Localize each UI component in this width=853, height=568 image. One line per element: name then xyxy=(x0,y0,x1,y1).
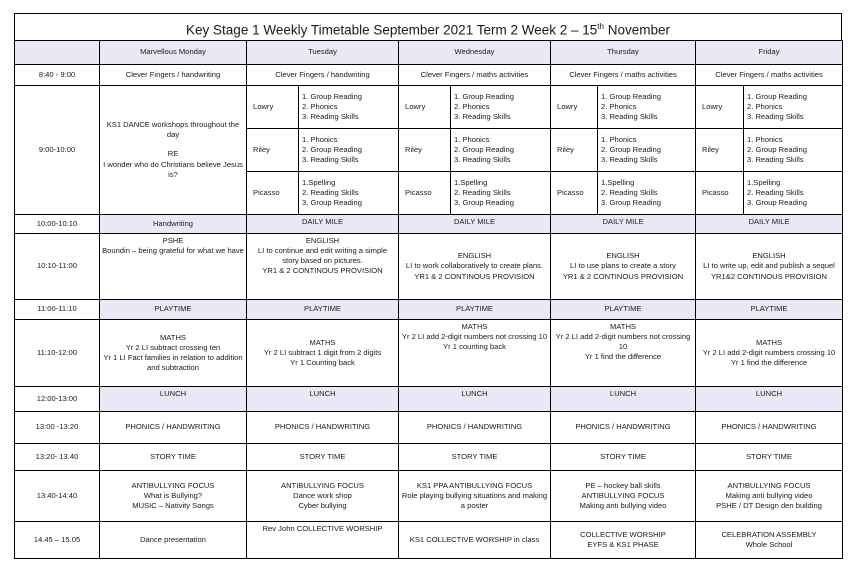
day-friday: Friday xyxy=(696,41,843,65)
row-1445 xyxy=(15,522,843,559)
row-1110 xyxy=(15,320,843,387)
time-cell: 13:00 -13:20 xyxy=(15,412,100,444)
cell-wed: KS1 COLLECTIVE WORSHIP in class xyxy=(399,522,551,559)
group-list: 1. Group Reading 2. Phonics 3. Reading Skills xyxy=(744,86,843,129)
cell-thu: STORY TIME xyxy=(551,444,696,471)
cell-fri: Clever Fingers / maths activities xyxy=(696,65,843,86)
cell-thu: ENGLISH LI to use plans to create a story YR1 & 2 CONTINOUS PROVISION xyxy=(551,234,696,300)
cell-mon: Handwriting xyxy=(100,215,247,234)
cell-mon: PSHE Boundin – being grateful for what we have xyxy=(100,234,247,300)
cell-fri: MATHS Yr 2 LI add 2-digit numbers crossing 10 Yr 1 find the difference xyxy=(696,320,843,387)
group-name: Lowry xyxy=(696,86,744,129)
cell-wed: MATHS Yr 2 LI add 2-digit numbers not crossing 10 Yr 1 counting back xyxy=(399,320,551,387)
cell-thu: LUNCH xyxy=(551,387,696,412)
group-list: 1. Phonics 2. Group Reading 3. Reading Skills xyxy=(598,129,696,172)
cell-wed: PLAYTIME xyxy=(399,300,551,320)
day-thursday: Thursday xyxy=(551,41,696,65)
group-name: Lowry xyxy=(399,86,451,129)
group-list: 1. Group Reading 2. Phonics 3. Reading Skills xyxy=(299,86,399,129)
cell-tue: DAILY MILE xyxy=(247,215,399,234)
row-1100 xyxy=(15,300,843,320)
cell-tue: Rev John COLLECTIVE WORSHIP xyxy=(247,522,399,559)
group-name: Lowry xyxy=(247,86,299,129)
time-cell: 13:40-14:40 xyxy=(15,471,100,522)
cell-thu: MATHS Yr 2 LI add 2-digit numbers not crossing 10 Yr 1 find the difference xyxy=(551,320,696,387)
time-cell: 10:00-10:10 xyxy=(15,215,100,234)
group-list: 1. Phonics 2. Group Reading 3. Reading Skills xyxy=(299,129,399,172)
cell-tue: Clever Fingers / handwriting xyxy=(247,65,399,86)
cell-tue: PHONICS / HANDWRITING xyxy=(247,412,399,444)
cell-mon: STORY TIME xyxy=(100,444,247,471)
group-name: Picasso xyxy=(551,172,598,215)
group-name: Riley xyxy=(399,129,451,172)
cell-mon: LUNCH xyxy=(100,387,247,412)
group-list: 1.Spelling 2. Reading Skills 3. Group Reading xyxy=(299,172,399,215)
cell-thu: Clever Fingers / maths activities xyxy=(551,65,696,86)
cell-mon: KS1 DANCE workshops throughout the day RE I wonder who do Christians believe Jesus is? xyxy=(100,86,247,215)
cell-tue: ENGLISH LI to continue and edit writing a simple story based on pictures. YR1 & 2 CONTINOUS PROVISION xyxy=(247,234,399,300)
row-1200 xyxy=(15,387,843,412)
cell-wed: LUNCH xyxy=(399,387,551,412)
day-wednesday: Wednesday xyxy=(399,41,551,65)
cell-wed: DAILY MILE xyxy=(399,215,551,234)
group-name: Riley xyxy=(247,129,299,172)
page-title: Key Stage 1 Weekly Timetable September 2021 Term 2 Week 2 – 15th November xyxy=(14,13,842,40)
cell-fri: PHONICS / HANDWRITING xyxy=(696,412,843,444)
row-0900 xyxy=(15,86,843,129)
cell-thu: DAILY MILE xyxy=(551,215,696,234)
group-name: Riley xyxy=(696,129,744,172)
group-name: Picasso xyxy=(247,172,299,215)
group-name: Picasso xyxy=(399,172,451,215)
group-name: Lowry xyxy=(551,86,598,129)
time-cell: 12:00-13:00 xyxy=(15,387,100,412)
cell-wed: ENGLISH LI to work collaboratively to create plans. YR1 & 2 CONTINOUS PROVISION xyxy=(399,234,551,300)
corner-cell xyxy=(15,41,100,65)
day-tuesday: Tuesday xyxy=(247,41,399,65)
group-list: 1. Group Reading 2. Phonics 3. Reading Skills xyxy=(451,86,551,129)
cell-mon: PHONICS / HANDWRITING xyxy=(100,412,247,444)
day-monday: Marvellous Monday xyxy=(100,41,247,65)
time-cell: 11:10-12:00 xyxy=(15,320,100,387)
day-header-row xyxy=(15,41,843,65)
cell-thu: PLAYTIME xyxy=(551,300,696,320)
cell-wed: STORY TIME xyxy=(399,444,551,471)
row-1300 xyxy=(15,412,843,444)
row-1320 xyxy=(15,444,843,471)
timetable xyxy=(14,40,843,559)
cell-fri: PLAYTIME xyxy=(696,300,843,320)
group-name: Riley xyxy=(551,129,598,172)
cell-mon: MATHS Yr 2 LI subtract crossing ten Yr 1 LI Fact families in relation to addition and subtraction xyxy=(100,320,247,387)
time-cell: 14.45 – 15.05 xyxy=(15,522,100,559)
row-1340 xyxy=(15,471,843,522)
cell-fri: ENGLISH LI to write up, edit and publish a sequel YR1&2 CONTINOUS PROVISION xyxy=(696,234,843,300)
cell-wed: PHONICS / HANDWRITING xyxy=(399,412,551,444)
cell-tue: PLAYTIME xyxy=(247,300,399,320)
cell-tue: MATHS Yr 2 LI subtract 1 digit from 2 digits Yr 1 Counting back xyxy=(247,320,399,387)
time-cell: 8:40 - 9:00 xyxy=(15,65,100,86)
cell-wed: Clever Fingers / maths activities xyxy=(399,65,551,86)
row-0840 xyxy=(15,65,843,86)
group-list: 1. Phonics 2. Group Reading 3. Reading Skills xyxy=(451,129,551,172)
group-list: 1.Spelling 2. Reading Skills 3. Group Reading xyxy=(451,172,551,215)
cell-tue: ANTIBULLYING FOCUS Dance work shop Cyber bullying xyxy=(247,471,399,522)
group-list: 1.Spelling 2. Reading Skills 3. Group Reading xyxy=(744,172,843,215)
cell-tue: STORY TIME xyxy=(247,444,399,471)
cell-mon: PLAYTIME xyxy=(100,300,247,320)
cell-mon: ANTIBULLYING FOCUS What is Bullying? MUSIC – Nativity Songs xyxy=(100,471,247,522)
time-cell: 9:00-10:00 xyxy=(15,86,100,215)
group-list: 1.Spelling 2. Reading Skills 3. Group Reading xyxy=(598,172,696,215)
time-cell: 11:00-11:10 xyxy=(15,300,100,320)
group-name: Picasso xyxy=(696,172,744,215)
cell-fri: STORY TIME xyxy=(696,444,843,471)
cell-fri: ANTIBULLYING FOCUS Making anti bullying video PSHE / DT Design den building xyxy=(696,471,843,522)
time-cell: 13:20- 13.40 xyxy=(15,444,100,471)
cell-thu: PHONICS / HANDWRITING xyxy=(551,412,696,444)
cell-fri: CELEBRATION ASSEMBLY Whole School xyxy=(696,522,843,559)
cell-fri: LUNCH xyxy=(696,387,843,412)
cell-tue: LUNCH xyxy=(247,387,399,412)
time-cell: 10:10-11:00 xyxy=(15,234,100,300)
group-list: 1. Group Reading 2. Phonics 3. Reading Skills xyxy=(598,86,696,129)
group-list: 1. Phonics 2. Group Reading 3. Reading Skills xyxy=(744,129,843,172)
row-1000 xyxy=(15,215,843,234)
row-1010 xyxy=(15,234,843,300)
cell-thu: COLLECTIVE WORSHIP EYFS & KS1 PHASE xyxy=(551,522,696,559)
cell-thu: PE – hockey ball skills ANTIBULLYING FOCUS Making anti bullying video xyxy=(551,471,696,522)
cell-wed: KS1 PPA ANTIBULLYING FOCUS Role playing bullying situations and making a poster xyxy=(399,471,551,522)
cell-fri: DAILY MILE xyxy=(696,215,843,234)
cell-mon: Clever Fingers / handwriting xyxy=(100,65,247,86)
cell-mon: Dance presentation xyxy=(100,522,247,559)
